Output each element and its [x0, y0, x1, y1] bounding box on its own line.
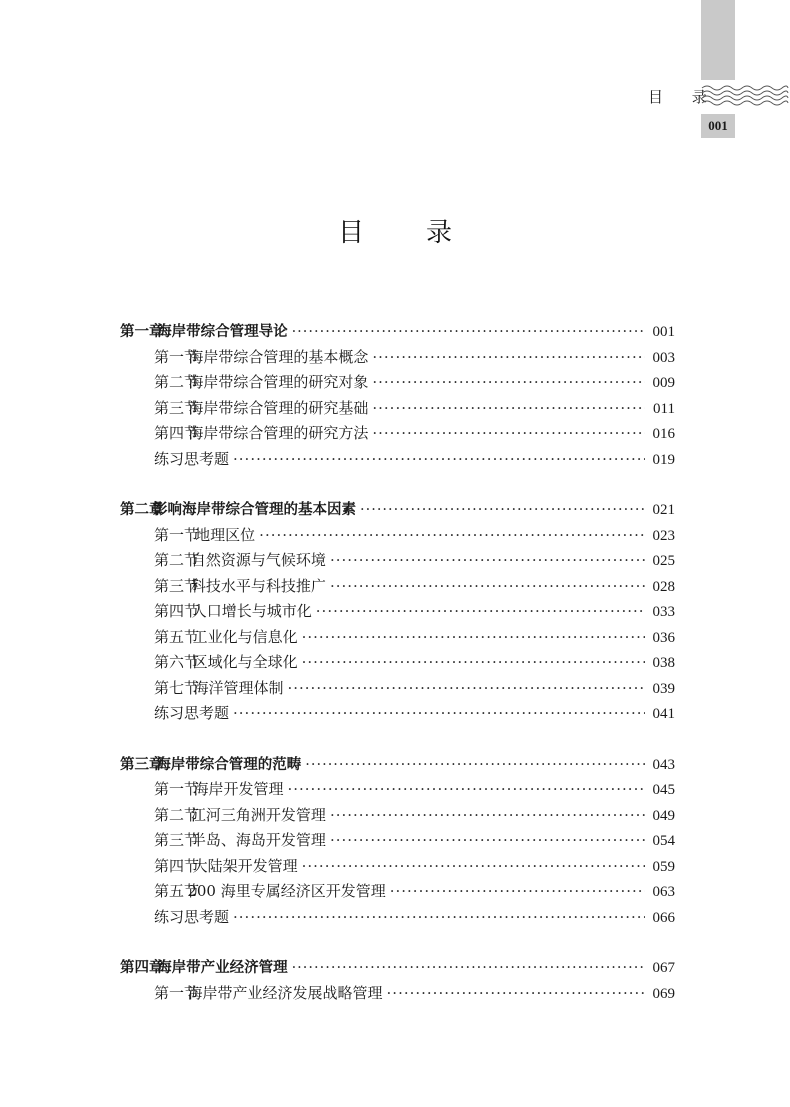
chapter-title: 影响海岸带综合管理的基本因素 — [153, 502, 356, 518]
toc-section-row[interactable] — [120, 829, 675, 855]
chapter-page-number: 001 — [652, 324, 675, 340]
section-page-number: 039 — [652, 680, 675, 697]
chapter-number: 第二章 — [120, 502, 164, 518]
toc-section-row[interactable] — [120, 524, 675, 550]
section-title: 海洋管理体制 — [193, 678, 284, 697]
section-number: 第二节 — [154, 551, 200, 569]
section-title: 科技水平与科技推广 — [190, 576, 326, 595]
section-page-number: 011 — [653, 400, 675, 417]
dot-leader — [330, 577, 645, 595]
toc-exercise-row[interactable] — [120, 448, 675, 474]
toc-chapter-row[interactable] — [120, 320, 675, 346]
toc-chapter-row[interactable] — [120, 956, 675, 982]
dot-leader — [302, 653, 645, 671]
section-page-number: 069 — [652, 985, 675, 1002]
toc-exercise-row[interactable] — [120, 906, 675, 932]
dot-leader — [387, 984, 645, 1002]
toc-section-row[interactable] — [120, 855, 675, 881]
chapter-title: 海岸带综合管理导论 — [157, 324, 288, 340]
section-number: 第七节 — [154, 678, 200, 697]
section-title: 海岸带综合管理的研究方法 — [188, 424, 369, 442]
section-page-number: 033 — [652, 604, 675, 620]
section-title: 练习思考题 — [154, 449, 230, 468]
toc-section-row[interactable] — [120, 371, 675, 397]
toc-section-row[interactable] — [120, 626, 675, 652]
dot-leader — [390, 882, 645, 900]
chapter-block — [120, 498, 675, 728]
section-page-number: 038 — [652, 655, 675, 671]
section-page-number: 036 — [652, 629, 675, 646]
section-number: 第二节 — [154, 373, 200, 391]
dot-leader — [259, 526, 645, 544]
section-title: 自然资源与气候环境 — [190, 551, 326, 569]
section-page-number: 028 — [652, 578, 675, 595]
running-header-title: 目 录 — [648, 88, 719, 106]
chapter-block — [120, 320, 675, 473]
toc-section-row[interactable] — [120, 600, 675, 626]
chapter-page-number: 067 — [652, 960, 675, 976]
toc-exercise-row[interactable] — [120, 702, 675, 728]
toc-chapter-row[interactable] — [120, 753, 675, 779]
chapter-page-number: 043 — [652, 756, 675, 773]
dot-leader — [316, 602, 645, 620]
section-number: 第三节 — [154, 576, 200, 595]
toc-section-row[interactable] — [120, 778, 675, 804]
section-number: 第四节 — [154, 424, 200, 442]
dot-leader — [233, 908, 645, 926]
section-title: 半岛、海岛开发管理 — [190, 831, 326, 849]
section-page-number: 059 — [652, 858, 675, 875]
section-number: 第四节 — [154, 856, 200, 875]
section-number: 第一节 — [154, 780, 200, 798]
chapter-title: 海岸带产业经济管理 — [157, 960, 288, 976]
section-page-number: 023 — [652, 527, 675, 544]
chapter-page-number: 021 — [652, 502, 675, 518]
toc-section-row[interactable] — [120, 804, 675, 830]
section-page-number: 045 — [652, 782, 675, 798]
dot-leader — [302, 857, 645, 875]
dot-leader — [292, 960, 645, 976]
dot-leader — [287, 679, 645, 697]
toc-chapter-row[interactable] — [120, 498, 675, 524]
section-title: 江河三角洲开发管理 — [190, 805, 326, 824]
section-page-number: 049 — [652, 807, 675, 824]
toc-section-row[interactable] — [120, 422, 675, 448]
section-number: 第六节 — [154, 653, 200, 671]
section-title: 海岸开发管理 — [193, 780, 284, 798]
section-title: 区域化与全球化 — [192, 653, 298, 671]
toc-section-row[interactable] — [120, 397, 675, 423]
corner-tab — [701, 0, 735, 80]
section-number: 第一节 — [154, 525, 200, 544]
toc-section-row[interactable] — [120, 651, 675, 677]
section-title: 练习思考题 — [154, 907, 230, 926]
toc-section-row[interactable] — [120, 982, 675, 1008]
chapter-number: 第四章 — [120, 960, 164, 976]
section-number: 第三节 — [154, 398, 200, 417]
section-number: 第五节 — [154, 882, 200, 900]
chapter-number: 第三章 — [120, 756, 164, 773]
section-title: 海岸带综合管理的研究对象 — [188, 373, 369, 391]
section-title: 地理区位 — [195, 525, 256, 544]
section-page-number: 025 — [652, 553, 675, 569]
dot-leader — [372, 399, 645, 417]
dot-leader — [330, 831, 645, 849]
dot-leader — [233, 450, 645, 468]
toc-section-row[interactable] — [120, 880, 675, 906]
chapter-block — [120, 956, 675, 1007]
dot-leader — [292, 324, 645, 340]
toc-section-row[interactable] — [120, 346, 675, 372]
dot-leader — [330, 806, 645, 824]
section-page-number: 016 — [652, 426, 675, 442]
section-page-number: 041 — [652, 706, 675, 722]
dot-leader — [360, 502, 645, 518]
section-title: 海岸带综合管理的研究基础 — [188, 398, 369, 417]
chapter-title: 海岸带综合管理的范畴 — [156, 756, 302, 773]
section-page-number: 066 — [652, 909, 675, 926]
section-number: 第五节 — [154, 627, 200, 646]
toc-section-row[interactable] — [120, 575, 675, 601]
dot-leader — [302, 628, 645, 646]
section-title: 大陆架开发管理 — [192, 856, 298, 875]
section-title: 工业化与信息化 — [192, 627, 298, 646]
section-title: 练习思考题 — [154, 704, 230, 722]
dot-leader — [372, 424, 645, 442]
section-number: 第三节 — [154, 831, 200, 849]
dot-leader — [287, 780, 645, 798]
chapter-block — [120, 753, 675, 932]
section-title: 200 海里专属经济区开发管理 — [187, 882, 386, 900]
dot-leader — [233, 704, 645, 722]
dot-leader — [305, 757, 645, 773]
dot-leader — [330, 551, 645, 569]
section-page-number: 003 — [652, 349, 675, 366]
page-title: 目录 — [337, 218, 514, 248]
section-title: 海岸带产业经济发展战略管理 — [187, 983, 383, 1002]
section-page-number: 019 — [652, 451, 675, 468]
toc-section-row[interactable] — [120, 677, 675, 703]
dot-leader — [372, 373, 645, 391]
section-number: 第一节 — [154, 983, 200, 1002]
section-number: 第一节 — [154, 347, 200, 366]
section-number: 第四节 — [154, 602, 200, 620]
table-of-contents — [120, 320, 675, 1032]
toc-section-row[interactable] — [120, 549, 675, 575]
section-page-number: 063 — [652, 884, 675, 900]
section-title: 海岸带综合管理的基本概念 — [188, 347, 369, 366]
section-page-number: 009 — [652, 375, 675, 391]
page-number: 001 — [701, 114, 735, 138]
wave-ornament-icon — [700, 82, 790, 110]
section-number: 第二节 — [154, 805, 200, 824]
dot-leader — [372, 348, 645, 366]
section-page-number: 054 — [652, 833, 675, 849]
chapter-number: 第一章 — [120, 324, 164, 340]
section-title: 人口增长与城市化 — [191, 602, 312, 620]
